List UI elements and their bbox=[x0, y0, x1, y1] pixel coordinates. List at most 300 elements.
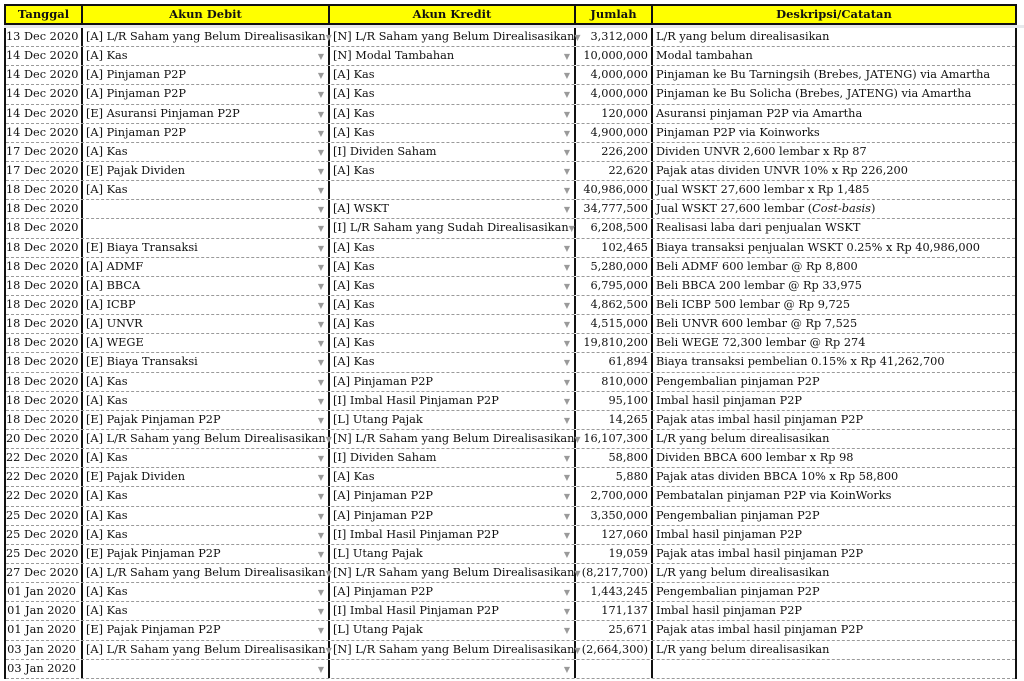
akun-debit-value: [E] Biaya Transaksi bbox=[86, 355, 198, 369]
table-row bbox=[6, 449, 1015, 468]
cell-akun-kredit[interactable] bbox=[330, 526, 576, 544]
cell-deskripsi[interactable]: Beli UNVR 600 lembar @ Rp 7,525 bbox=[656, 317, 858, 331]
cell-jumlah[interactable]: 171,137 bbox=[576, 602, 653, 620]
cell-date[interactable]: 17 Dec 2020 bbox=[6, 143, 83, 161]
cell-akun-kredit[interactable] bbox=[330, 545, 576, 563]
dropdown-arrow-icon[interactable]: ▼ bbox=[317, 281, 325, 291]
cell-akun-kredit[interactable] bbox=[330, 660, 576, 678]
desc-text-after: ) bbox=[870, 202, 876, 216]
cell-akun-debit[interactable] bbox=[83, 258, 330, 276]
cell-akun-kredit[interactable] bbox=[330, 449, 576, 467]
cell-akun-debit[interactable] bbox=[83, 277, 330, 295]
cell-akun-debit[interactable] bbox=[83, 526, 330, 544]
dropdown-arrow-icon[interactable]: ▼ bbox=[317, 52, 325, 62]
akun-debit-value: [A] Kas bbox=[86, 183, 128, 197]
cell-akun-debit[interactable] bbox=[83, 392, 330, 410]
cell-jumlah[interactable]: 102,465 bbox=[576, 239, 653, 257]
cell-akun-debit[interactable] bbox=[83, 200, 330, 218]
cell-deskripsi[interactable]: Pajak atas imbal hasil pinjaman P2P bbox=[656, 546, 864, 560]
cell-deskripsi[interactable]: Pajak atas imbal hasil pinjaman P2P bbox=[656, 623, 864, 637]
cell-deskripsi[interactable]: Pengembalian pinjaman P2P bbox=[656, 585, 820, 599]
cell-jumlah[interactable]: 19,810,200 bbox=[576, 334, 653, 352]
cell-akun-kredit[interactable] bbox=[330, 66, 576, 84]
akun-debit-value: [A] Kas bbox=[86, 508, 128, 522]
cell-akun-kredit[interactable] bbox=[330, 583, 576, 601]
dropdown-arrow-icon[interactable]: ▼ bbox=[317, 607, 325, 617]
cell-akun-debit[interactable] bbox=[83, 660, 330, 678]
cell-akun-kredit[interactable] bbox=[330, 181, 576, 199]
cell-akun-kredit[interactable] bbox=[330, 47, 576, 65]
cell-deskripsi[interactable]: Pinjaman P2P via Koinworks bbox=[656, 125, 820, 139]
cell-akun-debit[interactable] bbox=[83, 124, 330, 142]
dropdown-arrow-icon[interactable]: ▼ bbox=[574, 645, 581, 655]
cell-akun-kredit[interactable] bbox=[330, 507, 576, 525]
akun-debit-value: [E] Biaya Transaksi bbox=[86, 240, 198, 254]
dropdown-arrow-icon[interactable]: ▼ bbox=[563, 320, 571, 330]
akun-kredit-value: [A] Kas bbox=[333, 87, 375, 101]
cell-jumlah[interactable]: 6,208,500 bbox=[576, 219, 653, 237]
dropdown-arrow-icon[interactable]: ▼ bbox=[563, 358, 571, 368]
cell-akun-debit[interactable] bbox=[83, 545, 330, 563]
table-row bbox=[6, 124, 1015, 143]
akun-kredit-value: [A] Pinjaman P2P bbox=[333, 374, 433, 388]
cell-jumlah[interactable]: 2,700,000 bbox=[576, 487, 653, 505]
cell-akun-kredit[interactable] bbox=[330, 468, 576, 486]
cell-akun-debit[interactable] bbox=[83, 315, 330, 333]
cell-jumlah[interactable]: 22,620 bbox=[576, 162, 653, 180]
cell-date[interactable]: 18 Dec 2020 bbox=[6, 353, 83, 371]
dropdown-arrow-icon[interactable]: ▼ bbox=[563, 530, 571, 540]
cell-akun-debit[interactable] bbox=[83, 66, 330, 84]
cell-jumlah[interactable]: 4,515,000 bbox=[576, 315, 653, 333]
cell-date[interactable]: 14 Dec 2020 bbox=[6, 105, 83, 123]
cell-akun-debit[interactable] bbox=[83, 468, 330, 486]
cell-jumlah[interactable]: 16,107,300 bbox=[576, 430, 653, 448]
cell-akun-kredit[interactable] bbox=[330, 143, 576, 161]
cell-jumlah[interactable]: (2,664,300) bbox=[576, 641, 653, 659]
dropdown-arrow-icon[interactable]: ▼ bbox=[574, 33, 581, 42]
dropdown-arrow-icon[interactable]: ▼ bbox=[563, 281, 571, 291]
cell-akun-debit[interactable] bbox=[83, 162, 330, 180]
cell-jumlah[interactable]: 4,000,000 bbox=[576, 66, 653, 84]
cell-deskripsi[interactable]: Beli ICBP 500 lembar @ Rp 9,725 bbox=[656, 297, 851, 311]
dropdown-arrow-icon[interactable]: ▼ bbox=[563, 52, 571, 62]
dropdown-arrow-icon[interactable]: ▼ bbox=[568, 224, 575, 234]
dropdown-arrow-icon[interactable]: ▼ bbox=[325, 33, 332, 42]
dropdown-arrow-icon[interactable]: ▼ bbox=[563, 492, 571, 502]
cell-jumlah[interactable]: 4,862,500 bbox=[576, 296, 653, 314]
dropdown-arrow-icon[interactable]: ▼ bbox=[563, 511, 571, 521]
cell-jumlah[interactable]: 3,350,000 bbox=[576, 507, 653, 525]
cell-akun-debit[interactable] bbox=[83, 430, 330, 448]
cell-date[interactable]: 14 Dec 2020 bbox=[6, 66, 83, 84]
akun-kredit-value: [L] Utang Pajak bbox=[333, 412, 423, 426]
desc-emphasis: Cost-basis bbox=[812, 202, 871, 216]
cell-jumlah[interactable]: 4,900,000 bbox=[576, 124, 653, 142]
akun-debit-value: [E] Pajak Dividen bbox=[86, 470, 186, 484]
akun-debit-value: [A] L/R Saham yang Belum Direalisasikan bbox=[86, 642, 326, 656]
dropdown-arrow-icon[interactable]: ▼ bbox=[317, 339, 325, 349]
cell-date[interactable]: 18 Dec 2020 bbox=[6, 239, 83, 257]
dropdown-arrow-icon[interactable]: ▼ bbox=[317, 243, 325, 253]
cell-deskripsi[interactable]: Pinjaman ke Bu Solicha (Brebes, JATENG) via Amartha bbox=[656, 87, 972, 101]
akun-kredit-value: [I] Imbal Hasil Pinjaman P2P bbox=[333, 527, 499, 541]
dropdown-arrow-icon[interactable]: ▼ bbox=[563, 377, 571, 387]
cell-akun-kredit[interactable] bbox=[330, 28, 581, 46]
cell-deskripsi[interactable]: Beli ADMF 600 lembar @ Rp 8,800 bbox=[656, 259, 858, 273]
akun-kredit-value: [A] Kas bbox=[333, 297, 375, 311]
cell-date[interactable]: 22 Dec 2020 bbox=[6, 468, 83, 486]
cell-akun-kredit[interactable] bbox=[330, 621, 576, 639]
dropdown-arrow-icon[interactable]: ▼ bbox=[563, 473, 571, 483]
dropdown-arrow-icon[interactable]: ▼ bbox=[574, 434, 581, 444]
cell-akun-debit[interactable] bbox=[83, 507, 330, 525]
cell-date[interactable]: 22 Dec 2020 bbox=[6, 487, 83, 505]
cell-jumlah[interactable]: 226,200 bbox=[576, 143, 653, 161]
cell-akun-kredit[interactable] bbox=[330, 334, 576, 352]
akun-kredit-value: [A] Kas bbox=[333, 240, 375, 254]
cell-jumlah[interactable]: 5,880 bbox=[576, 468, 653, 486]
table-row bbox=[6, 507, 1015, 526]
cell-akun-kredit[interactable] bbox=[330, 124, 576, 142]
cell-jumlah[interactable]: 3,312,000 bbox=[576, 28, 653, 46]
cell-akun-kredit[interactable] bbox=[330, 392, 576, 410]
akun-debit-value: [E] Pajak Dividen bbox=[86, 163, 186, 177]
cell-akun-kredit[interactable] bbox=[330, 487, 576, 505]
cell-date[interactable]: 18 Dec 2020 bbox=[6, 200, 83, 218]
dropdown-arrow-icon[interactable]: ▼ bbox=[317, 71, 325, 81]
dropdown-arrow-icon[interactable]: ▼ bbox=[325, 434, 332, 444]
cell-akun-kredit[interactable] bbox=[330, 85, 576, 103]
akun-debit-value: [A] Kas bbox=[86, 49, 128, 63]
cell-date[interactable]: 17 Dec 2020 bbox=[6, 162, 83, 180]
akun-debit-value: [A] L/R Saham yang Belum Direalisasikan bbox=[86, 565, 326, 579]
cell-akun-debit[interactable] bbox=[83, 353, 330, 371]
cell-akun-kredit[interactable] bbox=[330, 239, 576, 257]
table-row bbox=[6, 526, 1015, 545]
dropdown-arrow-icon[interactable]: ▼ bbox=[563, 664, 571, 674]
dropdown-arrow-icon[interactable]: ▼ bbox=[317, 186, 325, 196]
cell-akun-kredit[interactable] bbox=[330, 641, 581, 659]
dropdown-arrow-icon[interactable]: ▼ bbox=[563, 205, 571, 215]
table-row bbox=[6, 181, 1015, 200]
cell-date[interactable]: 18 Dec 2020 bbox=[6, 373, 83, 391]
akun-kredit-value: [N] Modal Tambahan bbox=[333, 49, 455, 63]
cell-jumlah[interactable]: 19,059 bbox=[576, 545, 653, 563]
cell-deskripsi[interactable]: L/R yang belum direalisasikan bbox=[656, 431, 830, 445]
dropdown-arrow-icon[interactable]: ▼ bbox=[563, 454, 571, 464]
cell-deskripsi[interactable]: Pajak atas dividen BBCA 10% x Rp 58,800 bbox=[656, 470, 899, 484]
akun-kredit-value: [L] Utang Pajak bbox=[333, 623, 423, 637]
table-row bbox=[6, 487, 1015, 506]
cell-akun-debit[interactable] bbox=[83, 85, 330, 103]
dropdown-arrow-icon[interactable]: ▼ bbox=[563, 588, 571, 598]
table-row bbox=[6, 296, 1015, 315]
table-row bbox=[6, 660, 1015, 679]
dropdown-arrow-icon[interactable]: ▼ bbox=[563, 396, 571, 406]
cell-akun-kredit[interactable] bbox=[330, 353, 576, 371]
akun-kredit-value: [A] Kas bbox=[333, 355, 375, 369]
cell-deskripsi[interactable]: Biaya transaksi penjualan WSKT 0.25% x Rp 40,986,000 bbox=[656, 240, 980, 254]
cell-jumlah[interactable]: 10,000,000 bbox=[576, 47, 653, 65]
cell-akun-kredit[interactable] bbox=[330, 430, 581, 448]
cell-jumlah[interactable]: 6,795,000 bbox=[576, 277, 653, 295]
header-tanggal: Tanggal bbox=[6, 6, 83, 23]
table-row bbox=[6, 468, 1015, 487]
cell-akun-debit[interactable] bbox=[83, 239, 330, 257]
cell-akun-kredit[interactable] bbox=[330, 296, 576, 314]
dropdown-arrow-icon[interactable]: ▼ bbox=[317, 377, 325, 387]
cell-date[interactable]: 18 Dec 2020 bbox=[6, 411, 83, 429]
cell-deskripsi[interactable]: Modal tambahan bbox=[656, 49, 753, 63]
dropdown-arrow-icon[interactable]: ▼ bbox=[563, 186, 571, 196]
dropdown-arrow-icon[interactable]: ▼ bbox=[563, 71, 571, 81]
akun-debit-value: [E] Pajak Pinjaman P2P bbox=[86, 623, 221, 637]
cell-date[interactable]: 01 Jan 2020 bbox=[6, 621, 83, 639]
table-row bbox=[6, 315, 1015, 334]
cell-date[interactable]: 18 Dec 2020 bbox=[6, 315, 83, 333]
akun-kredit-value: [A] Pinjaman P2P bbox=[333, 585, 433, 599]
akun-debit-value: [A] Kas bbox=[86, 604, 128, 618]
cell-deskripsi[interactable]: Realisasi laba dari penjualan WSKT bbox=[656, 221, 861, 235]
dropdown-arrow-icon[interactable]: ▼ bbox=[574, 568, 581, 578]
cell-date[interactable]: 25 Dec 2020 bbox=[6, 545, 83, 563]
cell-akun-kredit[interactable] bbox=[330, 162, 576, 180]
table-row bbox=[6, 334, 1015, 353]
akun-debit-value: [A] UNVR bbox=[86, 317, 143, 331]
cell-akun-debit[interactable] bbox=[83, 487, 330, 505]
dropdown-arrow-icon[interactable]: ▼ bbox=[563, 626, 571, 636]
cell-akun-kredit[interactable] bbox=[330, 258, 576, 276]
cell-date[interactable]: 18 Dec 2020 bbox=[6, 277, 83, 295]
cell-deskripsi[interactable]: Pajak atas dividen UNVR 10% x Rp 226,200 bbox=[656, 163, 908, 177]
cell-deskripsi[interactable]: Jual WSKT 27,600 lembar x Rp 1,485 bbox=[656, 183, 870, 197]
table-row bbox=[6, 545, 1015, 564]
cell-deskripsi[interactable]: Imbal hasil pinjaman P2P bbox=[656, 393, 803, 407]
table-row bbox=[6, 105, 1015, 124]
dropdown-arrow-icon[interactable]: ▼ bbox=[317, 358, 325, 368]
cell-akun-kredit[interactable] bbox=[330, 315, 576, 333]
cell-akun-debit[interactable] bbox=[83, 47, 330, 65]
cell-jumlah[interactable]: 127,060 bbox=[576, 526, 653, 544]
akun-debit-value: [A] Pinjaman P2P bbox=[86, 68, 186, 82]
cell-akun-kredit[interactable] bbox=[330, 200, 576, 218]
cell-akun-debit[interactable] bbox=[83, 181, 330, 199]
cell-date[interactable]: 27 Dec 2020 bbox=[6, 564, 83, 582]
cell-date[interactable]: 22 Dec 2020 bbox=[6, 449, 83, 467]
cell-jumlah[interactable]: 810,000 bbox=[576, 373, 653, 391]
akun-debit-value: [A] BBCA bbox=[86, 278, 141, 292]
cell-deskripsi[interactable]: Biaya transaksi pembelian 0.15% x Rp 41,262,700 bbox=[656, 355, 945, 369]
cell-akun-debit[interactable] bbox=[83, 564, 330, 582]
cell-akun-debit[interactable] bbox=[83, 449, 330, 467]
cell-date[interactable]: 14 Dec 2020 bbox=[6, 85, 83, 103]
cell-deskripsi[interactable]: Beli WEGE 72,300 lembar @ Rp 274 bbox=[656, 336, 866, 350]
akun-kredit-value: [A] Pinjaman P2P bbox=[333, 489, 433, 503]
cell-akun-kredit[interactable] bbox=[330, 411, 576, 429]
cell-deskripsi[interactable]: Dividen UNVR 2,600 lembar x Rp 87 bbox=[656, 144, 867, 158]
table-row bbox=[6, 392, 1015, 411]
cell-jumlah[interactable]: 5,280,000 bbox=[576, 258, 653, 276]
dropdown-arrow-icon[interactable]: ▼ bbox=[317, 396, 325, 406]
dropdown-arrow-icon[interactable]: ▼ bbox=[317, 664, 325, 674]
dropdown-arrow-icon[interactable]: ▼ bbox=[317, 128, 325, 138]
cell-jumlah[interactable]: 95,100 bbox=[576, 392, 653, 410]
cell-date[interactable]: 14 Dec 2020 bbox=[6, 124, 83, 142]
dropdown-arrow-icon[interactable]: ▼ bbox=[563, 339, 571, 349]
cell-jumlah[interactable]: 25,671 bbox=[576, 621, 653, 639]
cell-deskripsi[interactable]: Pajak atas imbal hasil pinjaman P2P bbox=[656, 412, 864, 426]
dropdown-arrow-icon[interactable]: ▼ bbox=[563, 549, 571, 559]
cell-akun-debit[interactable] bbox=[83, 583, 330, 601]
cell-akun-kredit[interactable] bbox=[330, 105, 576, 123]
dropdown-arrow-icon[interactable]: ▼ bbox=[317, 473, 325, 483]
cell-akun-debit[interactable] bbox=[83, 296, 330, 314]
cell-date[interactable]: 01 Jan 2020 bbox=[6, 583, 83, 601]
cell-deskripsi[interactable]: Asuransi pinjaman P2P via Amartha bbox=[656, 106, 863, 120]
table-row bbox=[6, 47, 1015, 66]
table-row bbox=[6, 621, 1015, 640]
cell-deskripsi[interactable]: Pengembalian pinjaman P2P bbox=[656, 374, 820, 388]
dropdown-arrow-icon[interactable]: ▼ bbox=[563, 262, 571, 272]
dropdown-arrow-icon[interactable]: ▼ bbox=[317, 492, 325, 502]
cell-akun-debit[interactable] bbox=[83, 411, 330, 429]
dropdown-arrow-icon[interactable]: ▼ bbox=[563, 166, 571, 176]
cell-deskripsi[interactable]: L/R yang belum direalisasikan bbox=[656, 565, 830, 579]
header-deskripsi: Deskripsi/Catatan bbox=[776, 7, 892, 21]
dropdown-arrow-icon[interactable]: ▼ bbox=[317, 262, 325, 272]
cell-deskripsi[interactable]: L/R yang belum direalisasikan bbox=[656, 30, 830, 43]
dropdown-arrow-icon[interactable]: ▼ bbox=[325, 645, 332, 655]
cell-deskripsi[interactable]: L/R yang belum direalisasikan bbox=[656, 642, 830, 656]
dropdown-arrow-icon[interactable]: ▼ bbox=[317, 320, 325, 330]
table-row bbox=[6, 583, 1015, 602]
dropdown-arrow-icon[interactable]: ▼ bbox=[325, 568, 332, 578]
cell-date[interactable]: 18 Dec 2020 bbox=[6, 392, 83, 410]
cell-deskripsi[interactable]: Dividen BBCA 600 lembar x Rp 98 bbox=[656, 451, 854, 465]
cell-date[interactable]: 20 Dec 2020 bbox=[6, 430, 83, 448]
dropdown-arrow-icon[interactable]: ▼ bbox=[317, 224, 325, 234]
akun-debit-value: [A] Kas bbox=[86, 489, 128, 503]
dropdown-arrow-icon[interactable]: ▼ bbox=[317, 549, 325, 559]
cell-akun-debit[interactable] bbox=[83, 334, 330, 352]
cell-deskripsi[interactable] bbox=[653, 660, 1015, 678]
akun-debit-value: [A] L/R Saham yang Belum Direalisasikan bbox=[86, 431, 326, 445]
dropdown-arrow-icon[interactable]: ▼ bbox=[563, 90, 571, 100]
akun-debit-value: [A] Kas bbox=[86, 527, 128, 541]
cell-akun-debit[interactable] bbox=[83, 373, 330, 391]
cell-date[interactable]: 14 Dec 2020 bbox=[6, 47, 83, 65]
dropdown-arrow-icon[interactable]: ▼ bbox=[563, 109, 571, 119]
cell-jumlah[interactable]: (8,217,700) bbox=[576, 564, 653, 582]
cell-date[interactable]: 18 Dec 2020 bbox=[6, 334, 83, 352]
dropdown-arrow-icon[interactable]: ▼ bbox=[563, 147, 571, 157]
cell-akun-debit[interactable] bbox=[83, 28, 330, 46]
cell-akun-debit[interactable] bbox=[83, 219, 330, 237]
cell-jumlah[interactable]: 1,443,245 bbox=[576, 583, 653, 601]
table-row bbox=[6, 66, 1015, 85]
table-row bbox=[6, 28, 1015, 47]
cell-akun-kredit[interactable] bbox=[330, 277, 576, 295]
dropdown-arrow-icon[interactable]: ▼ bbox=[563, 243, 571, 253]
cell-akun-debit[interactable] bbox=[83, 641, 330, 659]
cell-jumlah[interactable] bbox=[576, 660, 653, 678]
cell-deskripsi[interactable]: Pembatalan pinjaman P2P via KoinWorks bbox=[656, 489, 892, 503]
cell-deskripsi[interactable]: Imbal hasil pinjaman P2P bbox=[656, 604, 803, 618]
dropdown-arrow-icon[interactable]: ▼ bbox=[317, 530, 325, 540]
dropdown-arrow-icon[interactable]: ▼ bbox=[563, 415, 571, 425]
cell-akun-debit[interactable] bbox=[83, 105, 330, 123]
cell-date[interactable]: 01 Jan 2020 bbox=[6, 602, 83, 620]
cell-jumlah[interactable]: 61,894 bbox=[576, 353, 653, 371]
cell-akun-debit[interactable] bbox=[83, 621, 330, 639]
cell-deskripsi[interactable] bbox=[653, 200, 1015, 218]
dropdown-arrow-icon[interactable]: ▼ bbox=[563, 300, 571, 310]
dropdown-arrow-icon[interactable]: ▼ bbox=[317, 205, 325, 215]
cell-jumlah[interactable]: 58,800 bbox=[576, 449, 653, 467]
akun-kredit-value: [I] Dividen Saham bbox=[333, 144, 437, 158]
cell-date[interactable]: 18 Dec 2020 bbox=[6, 181, 83, 199]
cell-date[interactable]: 25 Dec 2020 bbox=[6, 507, 83, 525]
dropdown-arrow-icon[interactable]: ▼ bbox=[317, 300, 325, 310]
cell-jumlah[interactable]: 120,000 bbox=[576, 105, 653, 123]
table-row bbox=[6, 353, 1015, 372]
cell-jumlah[interactable]: 14,265 bbox=[576, 411, 653, 429]
dropdown-arrow-icon[interactable]: ▼ bbox=[317, 588, 325, 598]
cell-akun-kredit[interactable] bbox=[330, 373, 576, 391]
akun-debit-value: [E] Asuransi Pinjaman P2P bbox=[86, 106, 240, 120]
akun-kredit-value: [N] L/R Saham yang Belum Direalisasikan bbox=[333, 431, 575, 445]
cell-jumlah[interactable]: 40,986,000 bbox=[576, 181, 653, 199]
cell-date[interactable]: 13 Dec 2020 bbox=[6, 28, 83, 46]
cell-akun-kredit[interactable] bbox=[330, 564, 581, 582]
dropdown-arrow-icon[interactable]: ▼ bbox=[563, 607, 571, 617]
cell-deskripsi[interactable]: Pinjaman ke Bu Tarningsih (Brebes, JATENG) via Amartha bbox=[656, 68, 991, 82]
cell-date[interactable]: 25 Dec 2020 bbox=[6, 526, 83, 544]
cell-date[interactable]: 03 Jan 2020 bbox=[6, 660, 83, 678]
akun-kredit-value: [A] Kas bbox=[333, 68, 375, 82]
dropdown-arrow-icon[interactable]: ▼ bbox=[317, 626, 325, 636]
dropdown-arrow-icon[interactable]: ▼ bbox=[317, 166, 325, 176]
akun-kredit-value: [A] Kas bbox=[333, 278, 375, 292]
cell-date[interactable]: 18 Dec 2020 bbox=[6, 258, 83, 276]
dropdown-arrow-icon[interactable]: ▼ bbox=[317, 415, 325, 425]
cell-date[interactable]: 18 Dec 2020 bbox=[6, 219, 83, 237]
dropdown-arrow-icon[interactable]: ▼ bbox=[317, 454, 325, 464]
akun-kredit-value: [A] Kas bbox=[333, 259, 375, 273]
cell-deskripsi[interactable]: Imbal hasil pinjaman P2P bbox=[656, 527, 803, 541]
cell-date[interactable]: 18 Dec 2020 bbox=[6, 296, 83, 314]
akun-debit-value: [A] Kas bbox=[86, 374, 128, 388]
dropdown-arrow-icon[interactable]: ▼ bbox=[317, 90, 325, 100]
cell-akun-debit[interactable] bbox=[83, 143, 330, 161]
cell-jumlah[interactable]: 34,777,500 bbox=[576, 200, 653, 218]
cell-akun-kredit[interactable] bbox=[330, 602, 576, 620]
akun-kredit-value: [A] Kas bbox=[333, 163, 375, 177]
akun-kredit-value: [A] Kas bbox=[333, 336, 375, 350]
table-row bbox=[6, 373, 1015, 392]
dropdown-arrow-icon[interactable]: ▼ bbox=[317, 109, 325, 119]
cell-akun-debit[interactable] bbox=[83, 602, 330, 620]
dropdown-arrow-icon[interactable]: ▼ bbox=[563, 128, 571, 138]
cell-akun-kredit[interactable] bbox=[330, 219, 576, 237]
cell-date[interactable]: 03 Jan 2020 bbox=[6, 641, 83, 659]
cell-deskripsi[interactable]: Beli BBCA 200 lembar @ Rp 33,975 bbox=[656, 278, 862, 292]
cell-jumlah[interactable]: 4,000,000 bbox=[576, 85, 653, 103]
dropdown-arrow-icon[interactable]: ▼ bbox=[317, 147, 325, 157]
cell-deskripsi[interactable]: Pengembalian pinjaman P2P bbox=[656, 508, 820, 522]
dropdown-arrow-icon[interactable]: ▼ bbox=[317, 511, 325, 521]
